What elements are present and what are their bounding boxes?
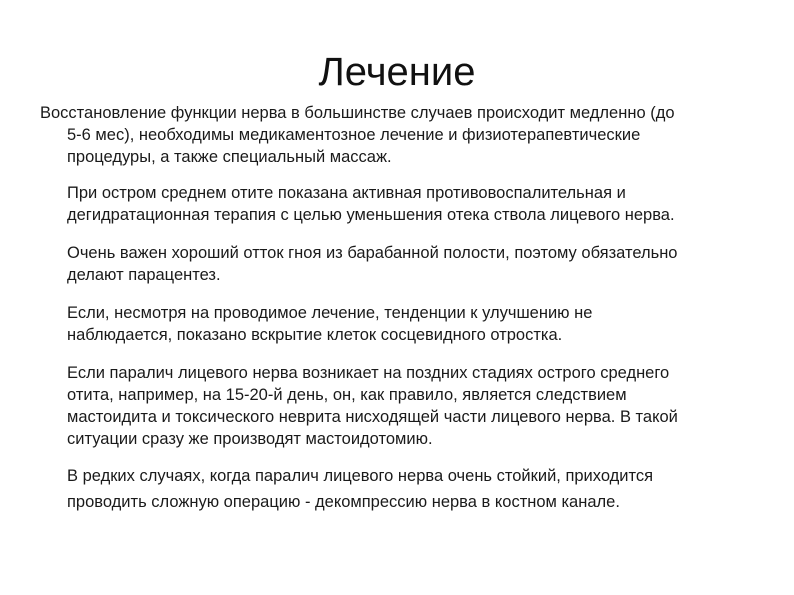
text-line: проводить сложную операцию - декомпрессию нерва в костном канале. xyxy=(67,493,620,511)
paragraph-acute-otitis xyxy=(67,182,675,226)
text-line: Очень важен хороший отток гноя из барабанной полости, поэтому обязательно xyxy=(67,244,678,262)
text-line: Если, несмотря на проводимое лечение, тенденции к улучшению не xyxy=(67,304,593,322)
text-line: делают парацентез. xyxy=(67,266,221,284)
text-line: Если паралич лицевого нерва возникает на поздних стадиях острого среднего xyxy=(67,364,670,382)
text-line: 5-6 мес), необходимы медикаментозное лечение и физиотерапевтические xyxy=(67,126,641,144)
paragraph-mastoid-opening xyxy=(67,302,592,346)
text-line: Восстановление функции нерва в большинстве случаев происходит медленно (до xyxy=(40,104,675,122)
text-line: дегидратационная терапия с целью уменьшения отека ствола лицевого нерва. xyxy=(67,206,675,224)
text-line: наблюдается, показано вскрытие клеток сосцевидного отростка. xyxy=(67,326,563,344)
slide-title: Лечение xyxy=(318,50,476,94)
text-line: отита, например, на 15-20-й день, он, как правило, является следствием xyxy=(67,386,627,404)
text-line: ситуации сразу же производят мастоидотомию. xyxy=(67,430,433,448)
text-line: мастоидита и токсического неврита нисходящей части лицевого нерва. В такой xyxy=(67,408,678,426)
paragraph-drainage xyxy=(67,242,677,286)
paragraph-late-paralysis xyxy=(67,362,678,450)
text-line: В редких случаях, когда паралич лицевого нерва очень стойкий, приходится xyxy=(67,467,654,485)
text-line: процедуры, а также специальный массаж. xyxy=(67,148,392,166)
text-line: При остром среднем отите показана активная противовоспалительная и xyxy=(67,184,626,202)
paragraph-decompression xyxy=(67,463,653,515)
paragraph-recovery xyxy=(40,102,675,168)
